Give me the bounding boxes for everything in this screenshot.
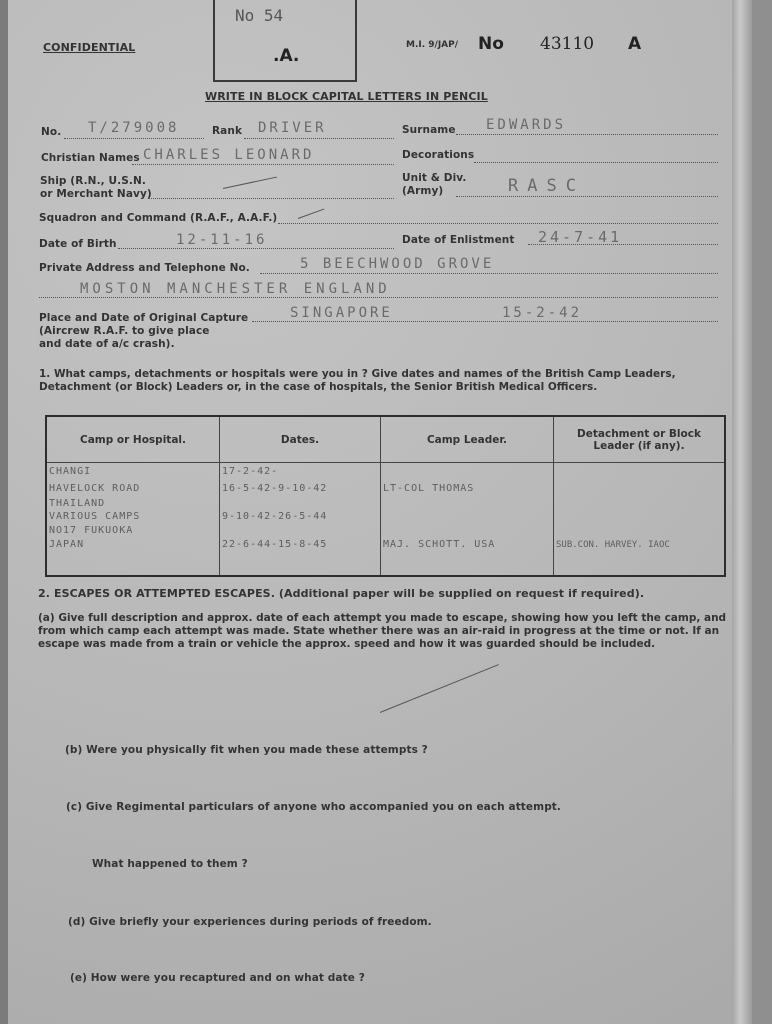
pencil-dash bbox=[380, 664, 499, 713]
capture-place: SINGAPORE bbox=[290, 305, 393, 321]
dates-entry bbox=[222, 497, 378, 510]
detachment-entry bbox=[556, 480, 722, 497]
enlistment-label: Date of Enlistment bbox=[402, 234, 515, 246]
detachment-entry bbox=[556, 510, 722, 523]
questionnaire-page bbox=[8, 0, 752, 1024]
col-detachment-header: Detachment or Block Leader (if any). bbox=[554, 416, 726, 463]
question-2a-text: (a) Give full description and approx. date of each attempt you made to escape, showing how you left the camp, and from which camp each attempt was made. State whether there was an air-raid in progress at the time or not. If an escape was made from a train or vehicle the approx. speed and how it was guarded should be included. bbox=[38, 612, 727, 650]
christian-names-label: Christian Names bbox=[41, 152, 140, 164]
question-2c-followup: What happened to them ? bbox=[92, 858, 248, 870]
decorations-label: Decorations bbox=[402, 149, 475, 161]
binder-edge bbox=[0, 0, 8, 1024]
camp-entry: VARIOUS CAMPS bbox=[49, 511, 141, 522]
detachment-entry bbox=[556, 497, 722, 510]
col-leader-header: Camp Leader. bbox=[381, 416, 554, 463]
christian-names-value: CHARLES LEONARD bbox=[143, 147, 315, 163]
camp-entry: CHANGI bbox=[49, 466, 92, 477]
camps-column bbox=[46, 463, 220, 577]
capture-label-2: (Aircrew R.A.F. to give place bbox=[39, 325, 210, 337]
leader-entry bbox=[383, 523, 551, 539]
detachment-entry: SUB.CON. HARVEY. IAOC bbox=[556, 540, 670, 550]
pencil-instruction: WRITE IN BLOCK CAPITAL LETTERS IN PENCIL bbox=[205, 90, 488, 103]
camp-entry: NO17 FUKUOKA bbox=[49, 525, 134, 536]
leader-entry bbox=[383, 497, 551, 510]
question-2c-text: (c) Give Regimental particulars of anyone who accompanied you on each attempt. bbox=[66, 801, 562, 813]
rank-value: DRIVER bbox=[258, 120, 327, 136]
ship-label-2: or Merchant Navy) bbox=[40, 188, 152, 200]
camp-entry: JAPAN bbox=[49, 539, 85, 550]
question-2-title: 2. ESCAPES OR ATTEMPTED ESCAPES. (Additional paper will be supplied on request if required). bbox=[38, 587, 645, 600]
camps-table bbox=[45, 415, 726, 577]
ref-no-label: No bbox=[478, 34, 504, 54]
leader-entry: LT-COL THOMAS bbox=[383, 483, 475, 494]
capture-date: 15-2-42 bbox=[502, 305, 583, 321]
detachment-entry bbox=[556, 463, 722, 480]
unit-value: RASC bbox=[508, 176, 585, 196]
camp-entry: THAILAND bbox=[49, 498, 106, 509]
leader-entry: MAJ. SCHOTT. USA bbox=[383, 539, 496, 550]
stamp-number: No 54 bbox=[235, 6, 284, 25]
leader-entry bbox=[383, 463, 551, 480]
enlistment-value: 24-7-41 bbox=[538, 228, 623, 246]
question-1-text: 1. What camps, detachments or hospitals were you in ? Give dates and names of the British Camp Leaders, Detachment (or Block) Leaders or, in the case of hospitals, the Senior British Medical Officers. bbox=[39, 368, 676, 393]
unit-label: Unit & Div. bbox=[402, 172, 467, 184]
no-label: No. bbox=[41, 126, 62, 138]
ref-prefix: M.I. 9/JAP/ bbox=[406, 40, 459, 50]
ship-label: Ship (R.N., U.S.N. bbox=[40, 175, 146, 187]
question-2d-text: (d) Give briefly your experiences during periods of freedom. bbox=[68, 916, 432, 928]
surname-label: Surname bbox=[402, 124, 456, 136]
dates-entry bbox=[222, 523, 378, 539]
dates-entry: 17-2-42- bbox=[222, 466, 279, 477]
capture-label-3: and date of a/c crash). bbox=[39, 338, 175, 350]
surname-value: EDWARDS bbox=[486, 117, 567, 133]
leader-entry bbox=[383, 510, 551, 523]
unit-label-2: (Army) bbox=[402, 185, 444, 197]
squadron-label: Squadron and Command (R.A.F., A.A.F.) bbox=[39, 212, 278, 224]
rank-label: Rank bbox=[212, 125, 243, 137]
address-line-1: 5 BEECHWOOD GROVE bbox=[300, 256, 495, 272]
service-number: T/279008 bbox=[88, 120, 180, 136]
address-line-2: MOSTON MANCHESTER ENGLAND bbox=[80, 281, 391, 297]
detachment-column bbox=[554, 463, 726, 577]
col-camp-header: Camp or Hospital. bbox=[46, 416, 220, 463]
leader-column bbox=[381, 463, 554, 577]
question-2b-text: (b) Were you physically fit when you made these attempts ? bbox=[65, 744, 428, 756]
dates-column bbox=[220, 463, 381, 577]
dob-value: 12-11-16 bbox=[176, 232, 268, 248]
question-2e-text: (e) How were you recaptured and on what date ? bbox=[70, 972, 365, 984]
page-edge bbox=[732, 0, 752, 1024]
confidential-label: CONFIDENTIAL bbox=[43, 41, 136, 54]
stamp-letter: .A. bbox=[273, 46, 300, 66]
col-dates-header: Dates. bbox=[220, 416, 381, 463]
dob-label: Date of Birth bbox=[39, 238, 117, 250]
ref-number: 43110 bbox=[540, 34, 595, 54]
address-label: Private Address and Telephone No. bbox=[39, 262, 250, 274]
capture-label: Place and Date of Original Capture bbox=[39, 312, 249, 324]
camp-entry: HAVELOCK ROAD bbox=[49, 483, 141, 494]
detachment-entry bbox=[556, 523, 722, 539]
dates-entry: 9-10-42-26-5-44 bbox=[222, 511, 328, 522]
file-stamp bbox=[213, 0, 357, 82]
dates-entry: 16-5-42-9-10-42 bbox=[222, 483, 328, 494]
dates-entry: 22-6-44-15-8-45 bbox=[222, 539, 328, 550]
ref-letter: A bbox=[628, 34, 642, 54]
